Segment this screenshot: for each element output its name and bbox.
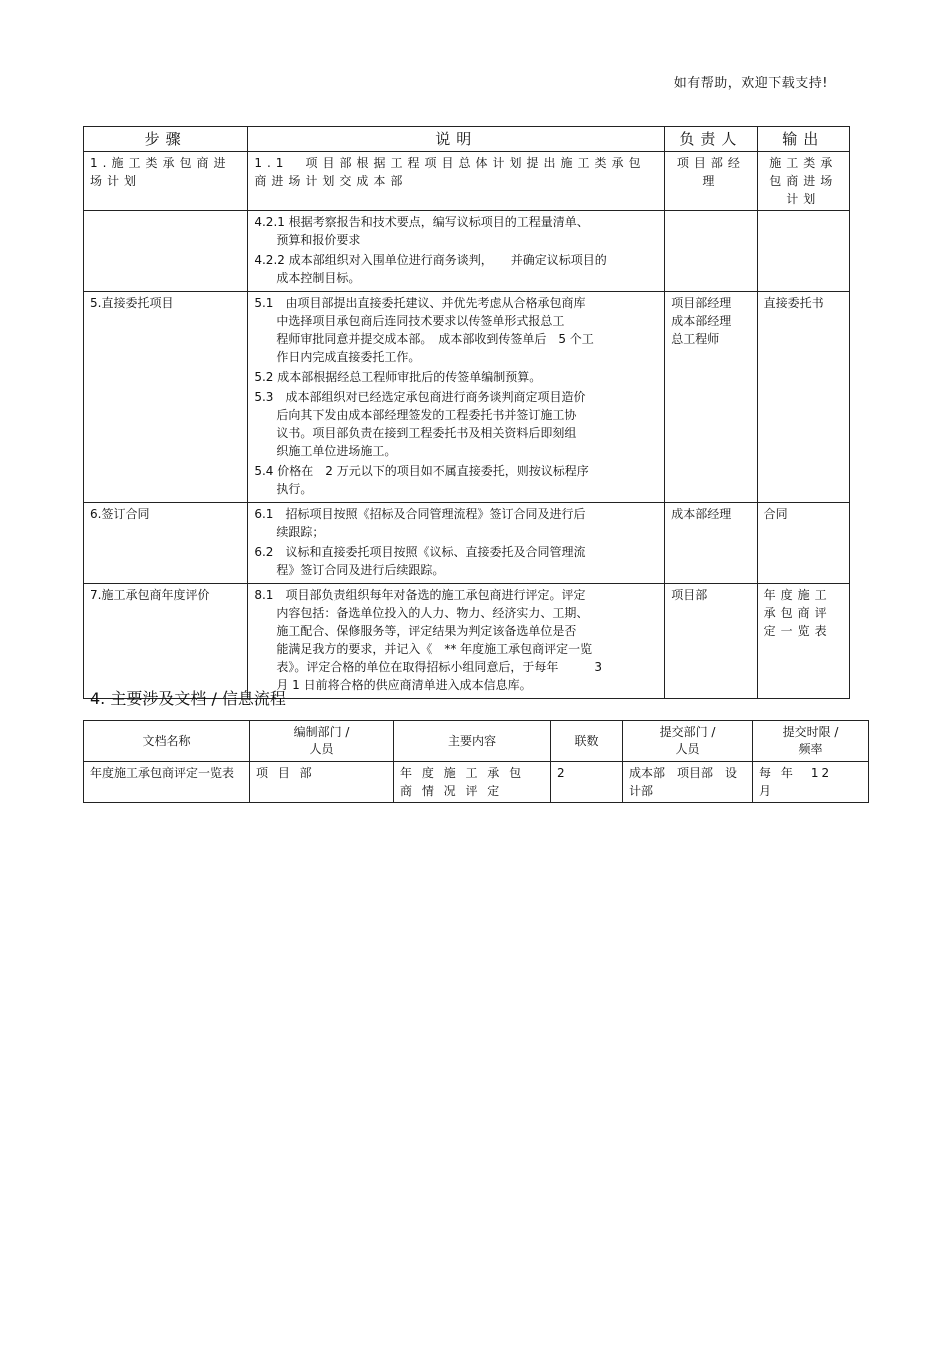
document-table-body	[84, 762, 869, 803]
header-line: 主要内容	[447, 733, 496, 748]
header-line: 提交时限 /	[782, 725, 839, 739]
description-item	[254, 505, 658, 541]
process-table-header-row	[84, 127, 850, 152]
header-step: 步骤	[84, 127, 248, 152]
description-line: 议书。项目部负责在接到工程委托书及相关资料后即刻组	[276, 426, 577, 440]
description-line: 月 1 日前将合格的供应商清单进入成本信息库。	[276, 678, 532, 692]
description-item	[254, 388, 658, 460]
description-cell	[248, 292, 665, 503]
description-line: 6.1 招标项目按照《招标及合同管理流程》签订合同及进行后	[254, 507, 586, 521]
description-line: 8.1 项目部负责组织每年对备选的施工承包商进行评定。评定	[254, 588, 586, 602]
document-table-header	[250, 721, 394, 762]
description-item	[254, 368, 658, 386]
description-item	[254, 586, 658, 694]
output-cell	[757, 292, 849, 503]
step-cell: 7.施工承包商年度评价	[84, 584, 248, 699]
output-cell	[757, 584, 849, 699]
table-row	[84, 762, 869, 803]
description-line: 成本控制目标。	[276, 271, 361, 285]
description-line: 6.2 议标和直接委托项目按照《议标、直接委托及合同管理流	[254, 545, 586, 559]
owner-name: 项目部经理	[671, 296, 732, 310]
header-line: 编制部门 /	[293, 725, 350, 739]
output-text: 年度施工承包商评定一览表	[763, 588, 832, 638]
description-item	[254, 462, 658, 498]
description-line: 4.2.2 成本部组织对入围单位进行商务谈判， 并确定议标项目的	[254, 253, 607, 267]
description-line: 表》。评定合格的单位在取得招标小组同意后，于每年 3	[276, 660, 602, 674]
owner-name: 总工程师	[671, 332, 720, 346]
description-line: 施工配合、保修服务等，评定结果为判定该备选单位是否	[276, 624, 577, 638]
document-table-header	[84, 721, 250, 762]
header-line: 提交部门 /	[659, 725, 716, 739]
description-line: 织施工单位进场施工。	[276, 444, 397, 458]
header-line: 联数	[574, 733, 599, 748]
description-line: 能满足我方的要求，并记入《 ** 年度施工承包商评定一览	[276, 642, 593, 656]
document-table	[83, 720, 869, 803]
description-line: 5.2 成本部根据经总工程师审批后的传签单编制预算。	[254, 370, 542, 384]
output-text: 直接委托书	[763, 296, 824, 310]
step-cell	[84, 211, 248, 292]
section-title: 4. 主要涉及文档 / 信息流程	[90, 689, 286, 708]
document-table-cell: 2	[551, 762, 623, 803]
owner-name: 项目部经理	[676, 156, 745, 188]
table-row	[84, 211, 850, 292]
output-text: 合同	[763, 507, 788, 521]
description-item	[254, 543, 658, 579]
table-row	[84, 584, 850, 699]
description-item	[254, 154, 658, 190]
document-table-cell: 每 年 12 月	[753, 762, 869, 803]
description-line: 5.3 成本部组织对已经选定承包商进行商务谈判商定项目造价	[254, 390, 586, 404]
owner-cell	[665, 211, 757, 292]
description-line: 后向其下发由成本部经理签发的工程委托书并签订施工协	[276, 408, 577, 422]
output-text: 施工类承包商进场计划	[769, 156, 838, 206]
description-line: 5.4 价格在 2 万元以下的项目如不属直接委托，则按议标程序	[254, 464, 589, 478]
owner-cell	[665, 292, 757, 503]
owner-name: 成本部经理	[671, 314, 732, 328]
description-item	[254, 213, 658, 249]
description-line: 预算和报价要求	[276, 233, 361, 247]
description-line: 4.2.1 根据考察报告和技术要点，编写议标项目的工程量清单、	[254, 215, 589, 229]
step-cell: 1.施工类承包商进场计划	[84, 152, 248, 211]
description-line: 执行。	[276, 482, 313, 496]
document-table-cell: 成本部 项目部 设计部	[623, 762, 753, 803]
document-table-header	[551, 721, 623, 762]
table-row	[84, 292, 850, 503]
description-line: 作日内完成直接委托工作。	[276, 350, 421, 364]
description-line: 5.1 由项目部提出直接委托建议、并优先考虑从合格承包商库	[254, 296, 586, 310]
header-note: 如有帮助，欢迎下载支持!	[673, 76, 828, 91]
document-table-header	[623, 721, 753, 762]
description-item	[254, 294, 658, 366]
description-line: 续跟踪；	[276, 525, 325, 539]
document-table-cell: 年度施工承包商评定一览表	[84, 762, 250, 803]
process-table	[83, 126, 850, 699]
description-cell	[248, 211, 665, 292]
description-cell	[248, 503, 665, 584]
owner-cell	[665, 503, 757, 584]
document-table-cell: 年 度 施 工 承 包 商 情 况 评 定	[394, 762, 551, 803]
output-cell	[757, 211, 849, 292]
description-line: 程》签订合同及进行后续跟踪。	[276, 563, 445, 577]
output-cell	[757, 503, 849, 584]
description-cell	[248, 152, 665, 211]
header-line: 人员	[309, 742, 334, 756]
owner-cell	[665, 152, 757, 211]
document-table-header-row	[84, 721, 869, 762]
header-description: 说明	[248, 127, 665, 152]
owner-name: 成本部经理	[671, 507, 732, 521]
description-line: 1.1 项目部根据工程项目总体计划提出施工类承包商进场计划交成本部	[254, 156, 646, 188]
header-output: 输出	[757, 127, 849, 152]
step-cell: 5.直接委托项目	[84, 292, 248, 503]
document-table-cell: 项 目 部	[250, 762, 394, 803]
document-table-header	[753, 721, 869, 762]
description-line: 中选择项目承包商后连同技术要求以传签单形式报总工	[276, 314, 565, 328]
owner-name: 项目部	[671, 588, 708, 602]
output-cell	[757, 152, 849, 211]
description-line: 内容包括：备选单位投入的人力、物力、经济实力、工期、	[276, 606, 589, 620]
table-row	[84, 503, 850, 584]
header-line: 文档名称	[142, 733, 191, 748]
description-item	[254, 251, 658, 287]
step-cell: 6.签订合同	[84, 503, 248, 584]
process-table-body	[84, 152, 850, 699]
header-line: 频率	[798, 742, 823, 756]
header-line: 人员	[675, 742, 700, 756]
document-table-header	[394, 721, 551, 762]
owner-cell	[665, 584, 757, 699]
table-row	[84, 152, 850, 211]
description-line: 程师审批同意并提交成本部。 成本部收到传签单后 5 个工	[276, 332, 594, 346]
description-cell	[248, 584, 665, 699]
header-owner: 负责人	[665, 127, 757, 152]
